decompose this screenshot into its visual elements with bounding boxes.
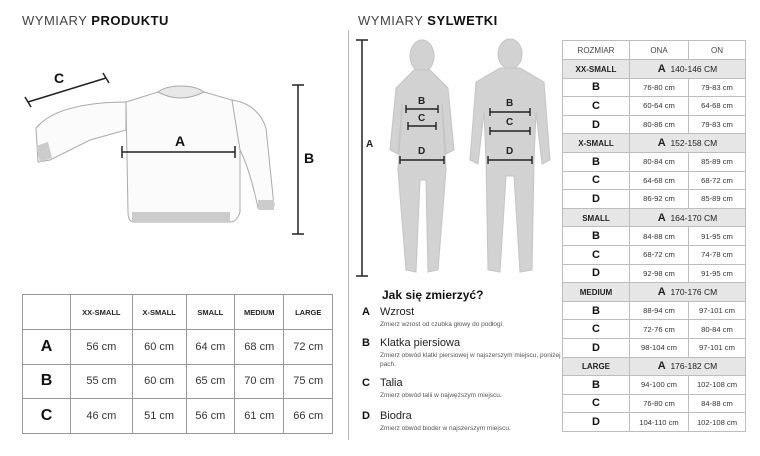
group-letter: A (657, 211, 666, 224)
row-label: A (23, 330, 71, 365)
size-group-name (563, 357, 630, 376)
on-cell: 91-95 cm (689, 264, 746, 283)
product-size-table (22, 294, 333, 434)
male-label-b: B (506, 98, 514, 109)
header-cell: MEDIUM (235, 295, 284, 330)
header-cell: ON (689, 41, 746, 60)
group-height-text: 164-170 CM (670, 212, 718, 223)
on-cell: 84-88 cm (689, 394, 746, 413)
table-cell: 65 cm (186, 364, 235, 399)
ona-cell: 98-104 cm (630, 338, 689, 357)
on-cell: 74-78 cm (689, 245, 746, 264)
table-row (563, 301, 746, 320)
on-cell: 80-84 cm (689, 320, 746, 339)
table-row (563, 152, 746, 171)
row-letter: D (563, 115, 630, 134)
corner-cell (23, 295, 71, 330)
body-dimensions-heading (358, 13, 498, 28)
female-label-d: D (418, 146, 426, 157)
on-cell: 102-108 cm (689, 376, 746, 395)
size-group-name (563, 283, 630, 302)
size-group-name (563, 134, 630, 153)
ona-cell: 64-68 cm (630, 171, 689, 190)
measure-desc: Zmierz obwód klatki piersiowej w najszerszym miejscu, poniżej pach. (380, 352, 561, 368)
header-cell: XX-SMALL (71, 295, 133, 330)
table-row (23, 330, 333, 365)
group-height-text: 176-182 CM (670, 361, 718, 372)
height-line (356, 40, 368, 276)
ona-cell: 94-100 cm (630, 376, 689, 395)
sweater-drawing (36, 86, 274, 222)
group-letter: A (657, 360, 666, 373)
group-name-text: SMALL (582, 213, 610, 223)
on-cell: 79-83 cm (689, 115, 746, 134)
on-cell: 97-101 cm (689, 301, 746, 320)
size-group-name (563, 208, 630, 227)
row-letter: D (563, 264, 630, 283)
row-letter: C (563, 245, 630, 264)
table-cell: 60 cm (132, 330, 186, 365)
group-name-text: LARGE (582, 362, 610, 372)
how-to-measure-title: Jak się zmierzyć? (382, 288, 484, 302)
body-size-table (562, 40, 746, 432)
table-row (563, 264, 746, 283)
on-cell: 79-83 cm (689, 78, 746, 97)
header-cell: ROZMIAR (563, 41, 630, 60)
header-cell: X-SMALL (132, 295, 186, 330)
table-row (563, 78, 746, 97)
table-cell: 51 cm (132, 399, 186, 434)
row-label: C (23, 399, 71, 434)
group-name-text: X-SMALL (578, 139, 614, 149)
ona-cell: 76-80 cm (630, 78, 689, 97)
ona-cell: 76-80 cm (630, 394, 689, 413)
row-letter: B (563, 152, 630, 171)
heading-bold-text: PRODUKTU (91, 13, 169, 28)
row-letter: D (563, 190, 630, 209)
heading-light-text: WYMIARY (22, 13, 88, 28)
section-divider (348, 30, 349, 440)
table-row (563, 97, 746, 116)
ona-cell: 92-98 cm (630, 264, 689, 283)
ona-cell: 68-72 cm (630, 245, 689, 264)
sweater-label-a: A (175, 133, 186, 149)
table-row (563, 171, 746, 190)
table-cell: 46 cm (71, 399, 133, 434)
table-row (563, 115, 746, 134)
table-row (23, 399, 333, 434)
row-letter: B (563, 301, 630, 320)
table-row (563, 190, 746, 209)
size-group-name (563, 60, 630, 79)
table-cell: 72 cm (284, 330, 333, 365)
table-cell: 66 cm (284, 399, 333, 434)
table-cell: 55 cm (71, 364, 133, 399)
table-row (563, 394, 746, 413)
row-letter: D (563, 413, 630, 432)
ona-cell: 88-94 cm (630, 301, 689, 320)
group-name-text: XX-SMALL (575, 64, 617, 74)
size-table-header-row (563, 41, 746, 60)
sweater-diagram (0, 0, 345, 250)
size-group-height (630, 60, 746, 79)
row-letter: C (563, 320, 630, 339)
measure-name: Klatka piersiowa (380, 337, 461, 349)
on-cell: 68-72 cm (689, 171, 746, 190)
size-group-height (630, 208, 746, 227)
on-cell: 102-108 cm (689, 413, 746, 432)
group-name-text: MEDIUM (579, 287, 613, 297)
table-cell: 56 cm (71, 330, 133, 365)
table-row (563, 245, 746, 264)
measure-letter: C (362, 377, 370, 389)
size-group-row (563, 208, 746, 227)
male-label-c: C (506, 117, 514, 128)
row-letter: B (563, 227, 630, 246)
male-label-d: D (506, 146, 514, 157)
ona-cell: 80-84 cm (630, 152, 689, 171)
table-cell: 75 cm (284, 364, 333, 399)
size-group-height (630, 134, 746, 153)
sweater-label-c: C (54, 70, 65, 86)
ona-cell: 80-86 cm (630, 115, 689, 134)
group-height-text: 152-158 CM (670, 138, 718, 149)
size-group-row (563, 134, 746, 153)
measure-letter: D (362, 410, 370, 422)
ona-cell: 60-64 cm (630, 97, 689, 116)
header-cell: ONA (630, 41, 689, 60)
female-label-b: B (418, 96, 426, 107)
size-group-row (563, 283, 746, 302)
header-cell: SMALL (186, 295, 235, 330)
on-cell: 85-89 cm (689, 152, 746, 171)
row-letter: C (563, 171, 630, 190)
measure-desc: Zmierz obwód talii w najwęższym miejscu. (380, 392, 502, 399)
ona-cell: 104-110 cm (630, 413, 689, 432)
group-height-text: 170-176 CM (670, 286, 718, 297)
table-cell: 60 cm (132, 364, 186, 399)
table-row (563, 413, 746, 432)
size-group-row (563, 357, 746, 376)
measure-name: Biodra (380, 410, 412, 422)
table-cell: 64 cm (186, 330, 235, 365)
group-letter: A (657, 137, 666, 150)
measure-name: Talia (380, 377, 403, 389)
row-letter: B (563, 376, 630, 395)
table-row (23, 364, 333, 399)
size-group-row (563, 60, 746, 79)
heading-bold-text: SYLWETKI (427, 13, 498, 28)
table-row (563, 376, 746, 395)
product-table-header-row (23, 295, 333, 330)
measure-letter: B (362, 337, 370, 349)
size-group-height (630, 357, 746, 376)
table-cell: 61 cm (235, 399, 284, 434)
table-cell: 70 cm (235, 364, 284, 399)
table-row (563, 338, 746, 357)
row-letter: C (563, 97, 630, 116)
table-cell: 56 cm (186, 399, 235, 434)
sweater-label-b: B (304, 150, 315, 166)
size-group-height (630, 283, 746, 302)
measure-letter: A (362, 306, 370, 318)
ona-cell: 84-88 cm (630, 227, 689, 246)
on-cell: 85-89 cm (689, 190, 746, 209)
group-letter: A (657, 62, 666, 75)
row-letter: C (563, 394, 630, 413)
row-letter: B (563, 78, 630, 97)
table-row (563, 320, 746, 339)
header-cell: LARGE (284, 295, 333, 330)
heading-light-text: WYMIARY (358, 13, 424, 28)
row-label: B (23, 364, 71, 399)
on-cell: 64-68 cm (689, 97, 746, 116)
group-letter: A (657, 285, 666, 298)
group-height-text: 140-146 CM (670, 63, 718, 74)
body-silhouettes (350, 30, 560, 282)
measure-name: Wzrost (380, 306, 415, 318)
female-label-c: C (418, 113, 426, 124)
measure-desc: Zmierz obwód bioder w najszerszym miejscu. (380, 425, 511, 432)
table-row (563, 227, 746, 246)
on-cell: 97-101 cm (689, 338, 746, 357)
ona-cell: 72-76 cm (630, 320, 689, 339)
row-letter: D (563, 338, 630, 357)
on-cell: 91-95 cm (689, 227, 746, 246)
ona-cell: 86-92 cm (630, 190, 689, 209)
body-label-a: A (366, 139, 374, 150)
measure-desc: Zmierz wzrost od czubka głowy do podłogi. (380, 321, 504, 328)
table-cell: 68 cm (235, 330, 284, 365)
